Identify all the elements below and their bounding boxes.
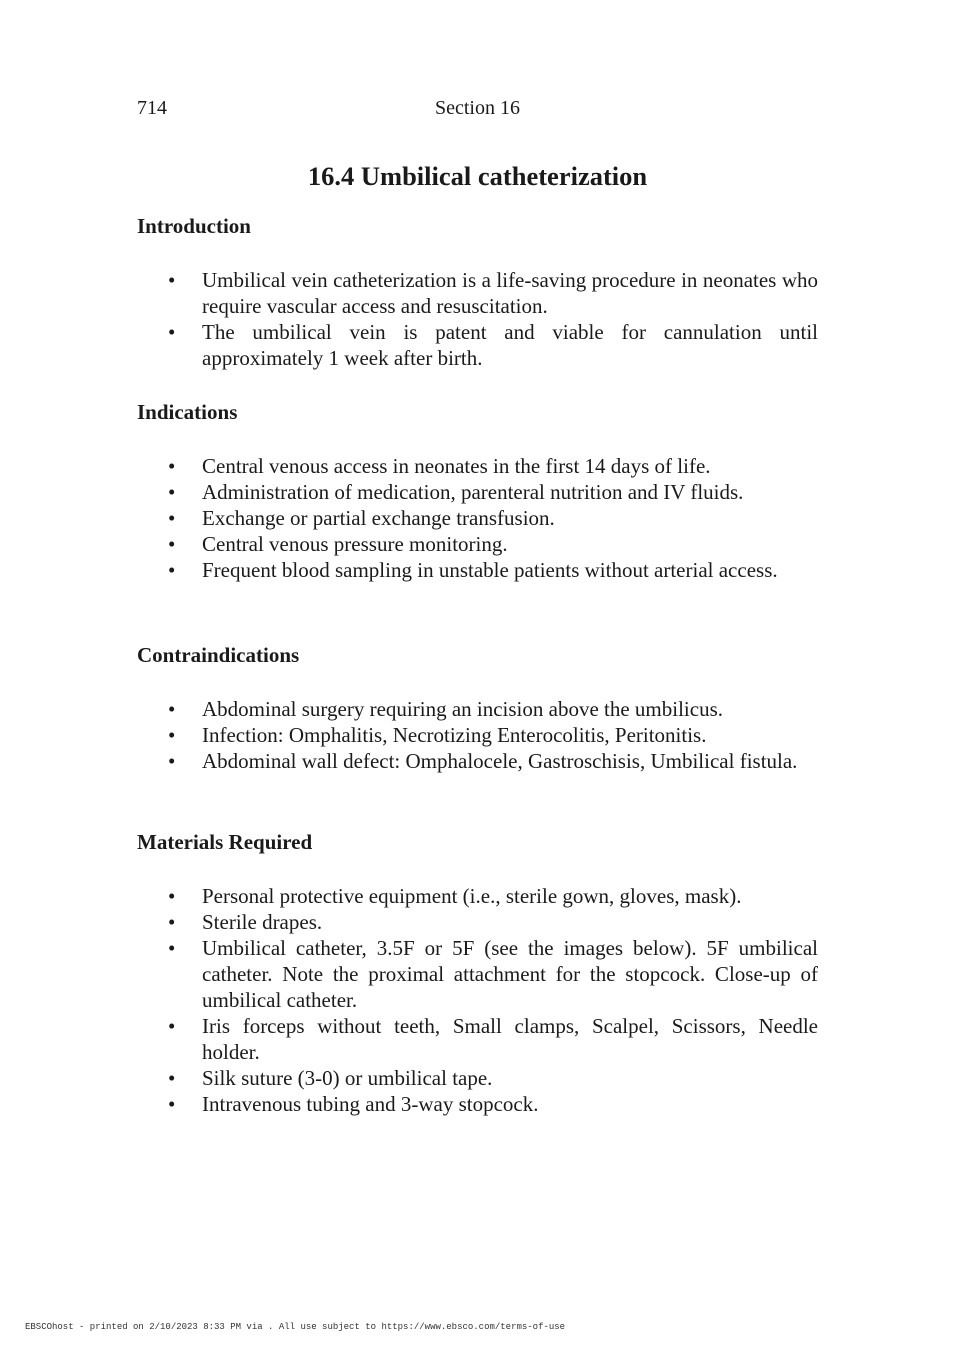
- list-item: • Silk suture (3-0) or umbilical tape.: [168, 1066, 493, 1090]
- materials-list: [0, 883, 818, 1117]
- list-item: • Exchange or partial exchange transfusion.: [168, 506, 555, 530]
- bullet-icon: •: [168, 506, 176, 530]
- contraindications-list: [0, 696, 818, 774]
- running-head: Section 16: [435, 97, 520, 119]
- list-item: • Personal protective equipment (i.e., sterile gown, gloves, mask).: [168, 884, 742, 908]
- bullet-icon: •: [168, 558, 176, 582]
- materials-heading: Materials Required: [137, 830, 313, 854]
- indications-heading: Indications: [137, 400, 238, 424]
- bullet-icon: •: [168, 268, 176, 292]
- print-footer: EBSCOhost - printed on 2/10/2023 8:33 PM via . All use subject to https://www.ebsco.com/terms-of-use: [25, 1322, 566, 1332]
- bullet-icon: •: [168, 910, 176, 934]
- list-item: • Central venous access in neonates in the first 14 days of life.: [168, 454, 711, 478]
- contraindications-heading: Contraindications: [137, 643, 300, 667]
- list-item: • Sterile drapes.: [168, 910, 323, 934]
- bullet-icon: •: [168, 1014, 176, 1038]
- bullet-icon: •: [168, 480, 176, 504]
- list-item: • Umbilical vein catheterization is a life-saving procedure in neonates who require vascular access and resuscitation.: [168, 268, 818, 318]
- indications-list: [0, 453, 818, 583]
- bullet-icon: •: [168, 723, 176, 747]
- page-number: 714: [137, 97, 167, 119]
- bullet-icon: •: [168, 749, 176, 773]
- bullet-icon: •: [168, 320, 176, 344]
- bullet-icon: •: [168, 532, 176, 556]
- list-item: • Central venous pressure monitoring.: [168, 532, 508, 556]
- introduction-heading: Introduction: [137, 214, 251, 238]
- bullet-icon: •: [168, 936, 176, 960]
- bullet-icon: •: [168, 697, 176, 721]
- list-item: • Infection: Omphalitis, Necrotizing Enterocolitis, Peritonitis.: [168, 723, 707, 747]
- list-item: • Umbilical catheter, 3.5F or 5F (see the images below). 5F umbilical catheter. Note the proximal attachment for the stopcock. Close-up of umbilical catheter.: [168, 936, 818, 1012]
- list-item: • The umbilical vein is patent and viable for cannulation until approximately 1 week after birth.: [168, 320, 818, 370]
- list-item: • Abdominal wall defect: Omphalocele, Gastroschisis, Umbilical fistula.: [168, 749, 798, 773]
- introduction-list: [0, 267, 818, 371]
- list-item: • Abdominal surgery requiring an incision above the umbilicus.: [168, 697, 724, 721]
- list-item: • Administration of medication, parenteral nutrition and IV fluids.: [168, 480, 744, 504]
- list-item: • Intravenous tubing and 3-way stopcock.: [168, 1092, 539, 1116]
- chapter-title: 16.4 Umbilical catheterization: [307, 161, 648, 191]
- bullet-icon: •: [168, 454, 176, 478]
- bullet-icon: •: [168, 884, 176, 908]
- bullet-icon: •: [168, 1092, 176, 1116]
- list-item: • Frequent blood sampling in unstable patients without arterial access.: [168, 558, 778, 582]
- bullet-icon: •: [168, 1066, 176, 1090]
- list-item: • Iris forceps without teeth, Small clamps, Scalpel, Scissors, Needle holder.: [168, 1014, 818, 1064]
